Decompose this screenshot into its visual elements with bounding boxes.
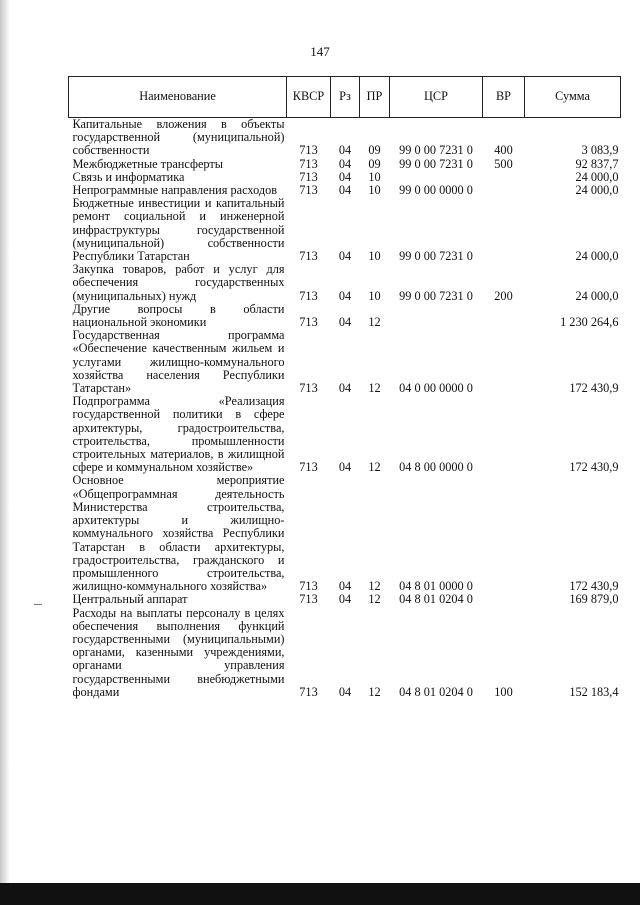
- table-row: [69, 607, 621, 699]
- cell-name: Межбюджетные трансферты: [72, 156, 224, 171]
- table-row: [69, 158, 621, 171]
- header-rz: Рз: [331, 77, 360, 118]
- cell-vr: [483, 197, 525, 263]
- cell-rz: 04: [338, 381, 352, 396]
- cell-kvsr: 713: [299, 156, 318, 171]
- cell-sum: 172 430,9: [569, 460, 619, 475]
- cell-sum: 169 879,0: [569, 592, 619, 607]
- cell-name: Расходы на выплаты персоналу в целях обеспечения выполнения функций государственными (муниципальными) органами, казенными учреждениями, органами управления государственными внебюджетными фондами: [72, 605, 285, 699]
- cell-pr: 12: [368, 315, 381, 330]
- cell-sum: 24 000,0: [575, 183, 619, 198]
- cell-rz: 04: [338, 183, 352, 198]
- page-number: 147: [310, 44, 330, 59]
- cell-vr: 500: [494, 156, 513, 171]
- cell-sum: 92 837,7: [575, 156, 619, 171]
- cell-pr: 12: [368, 592, 381, 607]
- header-pr: ПР: [360, 77, 390, 118]
- cell-rz: 04: [338, 592, 352, 607]
- cell-sum: 1 230 264,6: [560, 315, 619, 330]
- cell-csr: [390, 303, 483, 329]
- cell-sum: 152 183,4: [569, 684, 619, 699]
- cell-rz: 04: [338, 684, 352, 699]
- cell-csr: 99 0 00 0000 0: [399, 183, 473, 198]
- cell-csr: 04 8 00 0000 0: [399, 460, 473, 475]
- cell-vr: [483, 395, 525, 474]
- header-sum: Сумма: [525, 77, 621, 118]
- cell-sum: 172 430,9: [569, 381, 619, 396]
- cell-kvsr: 713: [299, 143, 318, 158]
- cell-vr: 200: [494, 288, 513, 303]
- cell-pr: 10: [368, 288, 381, 303]
- cell-pr: 12: [368, 381, 381, 396]
- table-row: [69, 395, 621, 474]
- cell-vr: 100: [494, 684, 513, 699]
- cell-csr: 04 0 00 0000 0: [399, 381, 473, 396]
- cell-kvsr: 713: [299, 460, 318, 475]
- header-csr: ЦСР: [390, 77, 483, 118]
- cell-csr: 99 0 00 7231 0: [399, 143, 473, 158]
- table-row: [69, 197, 621, 263]
- cell-pr: 12: [368, 579, 381, 594]
- cell-csr: 04 8 01 0000 0: [399, 579, 473, 594]
- cell-kvsr: 713: [299, 592, 318, 607]
- cell-sum: 24 000,0: [575, 249, 619, 264]
- cell-pr: 10: [368, 169, 381, 184]
- cell-name: Закупка товаров, работ и услуг для обеспечения государственных (муниципальных) нужд: [72, 262, 285, 303]
- cell-pr: 10: [368, 183, 381, 198]
- cell-vr: [483, 593, 525, 606]
- scan-margin-mark: [34, 604, 42, 605]
- cell-rz: 04: [338, 249, 352, 264]
- cell-sum: 24 000,0: [575, 288, 619, 303]
- cell-name: Основное мероприятие «Общепрограммная деятельность Министерства строительства, архитектуры и жилищно-коммунального хозяйства Республики Татарстан в области архитектуры, градостроительства, гражданского и промышленного строительства, жилищно-коммунального хозяйства»: [72, 473, 285, 594]
- cell-kvsr: 713: [299, 288, 318, 303]
- cell-csr: 99 0 00 7231 0: [399, 156, 473, 171]
- budget-table: [68, 76, 621, 699]
- cell-kvsr: 713: [299, 315, 318, 330]
- cell-name: Капитальные вложения в объекты государственной (муниципальной) собственности: [72, 117, 285, 158]
- table-row: [69, 329, 621, 395]
- cell-sum: 24 000,0: [575, 169, 619, 184]
- cell-csr: 99 0 00 7231 0: [399, 249, 473, 264]
- cell-pr: 12: [368, 684, 381, 699]
- cell-sum: 3 083,9: [581, 143, 619, 158]
- cell-rz: 04: [338, 169, 352, 184]
- scan-left-edge-shadow: [0, 0, 10, 883]
- cell-csr: 99 0 00 7231 0: [399, 288, 473, 303]
- cell-vr: [483, 303, 525, 329]
- cell-pr: 12: [368, 460, 381, 475]
- table-header: [69, 77, 621, 118]
- cell-kvsr: 713: [299, 183, 318, 198]
- cell-name: Бюджетные инвестиции и капитальный ремонт социальной и инженерной инфраструктуры государственной (муниципальной) собственности Республики Татарстан: [72, 196, 285, 264]
- cell-name: Непрограммные направления расходов: [72, 183, 278, 198]
- cell-vr: 400: [494, 143, 513, 158]
- table-row: [69, 474, 621, 593]
- table-row: [69, 263, 621, 303]
- cell-pr: 09: [368, 143, 381, 158]
- cell-rz: 04: [338, 143, 352, 158]
- cell-rz: 04: [338, 460, 352, 475]
- cell-vr: [483, 184, 525, 197]
- cell-pr: 09: [368, 156, 381, 171]
- cell-name: Другие вопросы в области национальной экономики: [72, 301, 285, 330]
- cell-kvsr: 713: [299, 579, 318, 594]
- cell-csr: 04 8 01 0204 0: [399, 684, 473, 699]
- table-row: [69, 118, 621, 158]
- cell-pr: 10: [368, 249, 381, 264]
- header-name: Наименование: [69, 77, 287, 118]
- cell-kvsr: 713: [299, 381, 318, 396]
- header-vr: ВР: [483, 77, 525, 118]
- cell-kvsr: 713: [299, 169, 318, 184]
- table-body: [69, 118, 621, 699]
- cell-name: Связь и информатика: [72, 169, 185, 184]
- table-row: [69, 593, 621, 606]
- cell-name: Подпрограмма «Реализация государственной политики в сфере архитектуры, градостроительства, строительства, промышленности строительных материалов, в жилищной сфере и коммунальном хозяйстве»: [72, 394, 285, 475]
- cell-kvsr: 713: [299, 249, 318, 264]
- cell-vr: [483, 171, 525, 184]
- cell-csr: 04 8 01 0204 0: [399, 592, 473, 607]
- table-row: [69, 303, 621, 329]
- cell-sum: 172 430,9: [569, 579, 619, 594]
- cell-rz: 04: [338, 156, 352, 171]
- cell-rz: 04: [338, 579, 352, 594]
- header-kvsr: КВСР: [287, 77, 331, 118]
- cell-vr: [483, 474, 525, 593]
- cell-kvsr: 713: [299, 684, 318, 699]
- cell-vr: [483, 329, 525, 395]
- cell-name: Центральный аппарат: [72, 592, 188, 607]
- cell-rz: 04: [338, 315, 352, 330]
- cell-name: Государственная программа «Обеспечение качественным жильем и услугами жилищно-коммунального хозяйства населения Республики Татарстан»: [72, 328, 285, 396]
- scan-bottom-edge: [0, 883, 640, 905]
- cell-rz: 04: [338, 288, 352, 303]
